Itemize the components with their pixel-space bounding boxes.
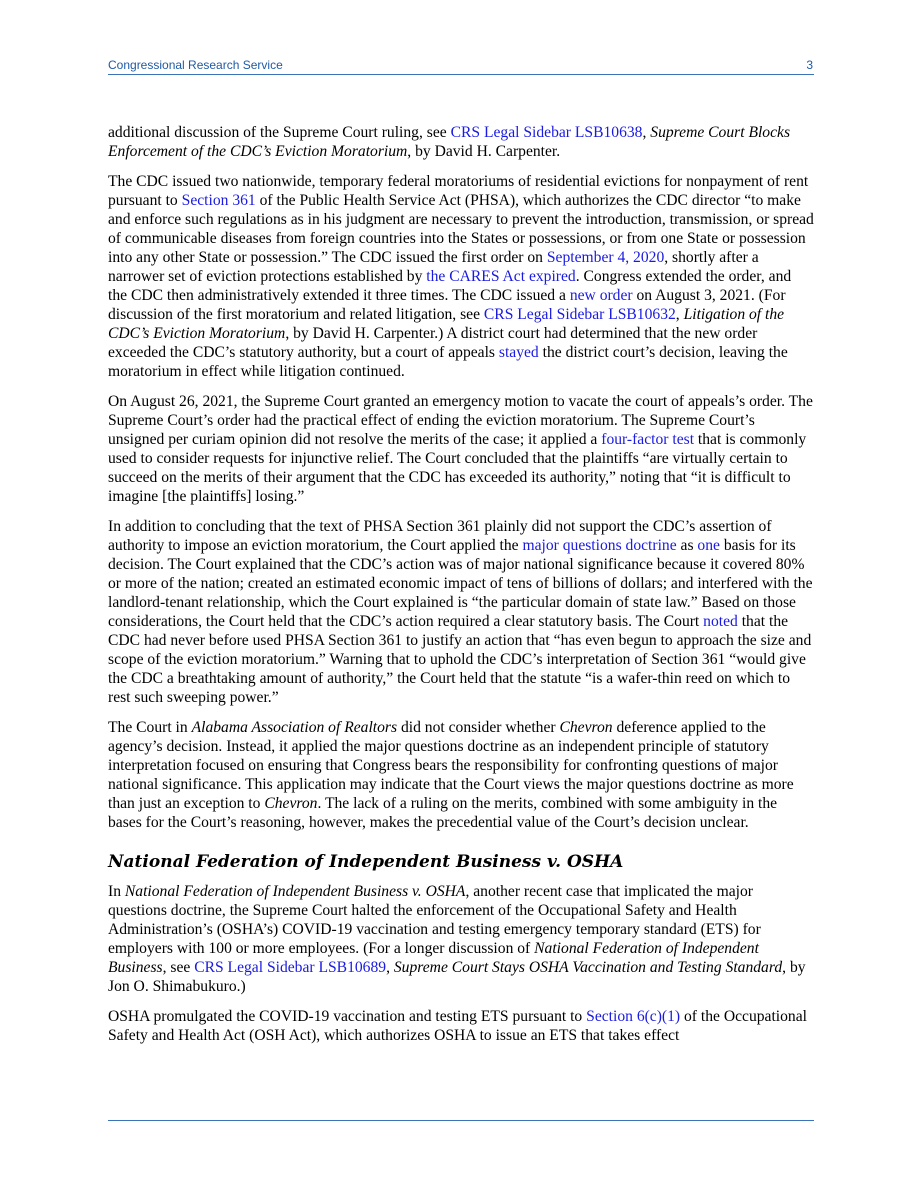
link-lsb10632[interactable]: CRS Legal Sidebar LSB10632: [483, 306, 676, 323]
link-noted[interactable]: noted: [703, 613, 738, 630]
page-header: [108, 58, 813, 74]
link-cares-act-expired[interactable]: the CARES Act expired: [426, 268, 576, 285]
link-section-361[interactable]: Section 361: [181, 192, 256, 209]
link-lsb10689[interactable]: CRS Legal Sidebar LSB10689: [194, 959, 387, 976]
sidebar-title: Supreme Court Blocks Enforcement of the CDC’s Eviction Moratorium: [108, 124, 791, 160]
paragraph-4: In addition to concluding that the text of PHSA Section 361 plainly did not support the CDC’s assertion of authority to impose an eviction moratorium, the Court applied the major questions doctrine as one basis for its decision. The Court explained that the CDC’s action was of major national significance because it covered 80% or more of the nation; created an estimated economic impact of tens of billions of dollars; and interfered with the landlord-tenant relationship, which the Court explained is “the particular domain of state law.” Based on those considerations, the Court held that the CDC’s action required a clear statutory basis. The Court noted that the CDC had never before used PHSA Section 361 to justify an action that “has even begun to approach the size and scope of the eviction moratorium.” Warning that to uphold the CDC’s interpretation of Section 361 “would give the CDC a breathtaking amount of authority,” the Court held that the statute “is a wafer-thin reed on which to rest such sweeping power.”: [108, 518, 813, 706]
paragraph-1: additional discussion of the Supreme Court ruling, see CRS Legal Sidebar LSB10638, Supreme Court Blocks Enforcement of the CDC’s Eviction Moratorium, by David H. Carpenter.: [108, 124, 791, 160]
link-section-6c1[interactable]: Section 6(c)(1): [586, 1008, 681, 1025]
sidebar-title: Supreme Court Stays OSHA Vaccination and Testing Standard: [393, 959, 783, 976]
paragraph-5: The Court in Alabama Association of Realtors did not consider whether Chevron deference applied to the agency’s decision. Instead, it applied the major questions doctrine as an independent principle of statutory interpretation focused on ensuring that Congress bears the responsibility for confronting questions of major national significance. This application may indicate that the Court views the major questions doctrine as more than just an exception to Chevron. The lack of a ruling on the merits, combined with some ambiguity in the bases for the Court’s reasoning, however, makes the precedential value of the Court’s decision unclear.: [108, 719, 794, 831]
case-name: National Federation of Independent Business: [108, 940, 759, 976]
document-body: [108, 123, 814, 1056]
link-stayed[interactable]: stayed: [498, 344, 539, 361]
section-heading: National Federation of Independent Business v. OSHA: [108, 852, 624, 872]
page-number: 3: [806, 58, 813, 72]
link-one[interactable]: one: [697, 537, 720, 554]
case-name: Chevron: [264, 795, 318, 812]
link-september-4-2020[interactable]: September 4, 2020: [546, 249, 665, 266]
link-major-questions-doctrine[interactable]: major questions doctrine: [522, 537, 677, 554]
footer-rule: [108, 1120, 814, 1121]
paragraph-6: In National Federation of Independent Business v. OSHA, another recent case that implicated the major questions doctrine, the Supreme Court halted the enforcement of the Occupational Safety and Health Administration’s (OSHA’s) COVID-19 vaccination and testing emergency temporary standard (ETS) for employers with 100 or more employees. (For a longer discussion of National Federation of Independent Business, see CRS Legal Sidebar LSB10689, Supreme Court Stays OSHA Vaccination and Testing Standard, by Jon O. Shimabukuro.): [108, 883, 806, 995]
link-lsb10638[interactable]: CRS Legal Sidebar LSB10638: [450, 124, 643, 141]
case-name: Alabama Association of Realtors: [191, 719, 398, 736]
header-rule: [108, 74, 814, 75]
case-name: Chevron: [559, 719, 613, 736]
paragraph-2: The CDC issued two nationwide, temporary federal moratoriums of residential evictions for nonpayment of rent pursuant to Section 361 of the Public Health Service Act (PHSA), which authorizes the CDC director “to make and enforce such regulations as in his judgment are necessary to prevent the introduction, transmission, or spread of communicable diseases from foreign countries into the States or possessions, or from one State or possession into any other State or possession.” The CDC issued the first order on September 4, 2020, shortly after a narrower set of eviction protections established by the CARES Act expired. Congress extended the order, and the CDC then administratively extended it three times. The CDC issued a new order on August 3, 2021. (For discussion of the first moratorium and related litigation, see CRS Legal Sidebar LSB10632, Litigation of the CDC’s Eviction Moratorium, by David H. Carpenter.) A district court had determined that the new order exceeded the CDC’s statutory authority, but a court of appeals stayed the district court’s decision, leaving the moratorium in effect while litigation continued.: [108, 173, 814, 380]
link-new-order[interactable]: new order: [569, 287, 633, 304]
sidebar-title: Litigation of the CDC’s Eviction Moratorium: [108, 306, 785, 342]
paragraph-3: On August 26, 2021, the Supreme Court granted an emergency motion to vacate the court of appeals’s order. The Supreme Court’s order had the practical effect of ending the eviction moratorium. The Supreme Court’s unsigned per curiam opinion did not resolve the merits of the case; it applied a four-factor test that is commonly used to consider requests for injunctive relief. The Court concluded that the plaintiffs “are virtually certain to succeed on the merits of their argument that the CDC has exceeded its authority,” noting that “it is difficult to imagine [the plaintiffs] losing.”: [108, 393, 813, 505]
case-name: National Federation of Independent Business v. OSHA: [124, 883, 466, 900]
header-org-name: Congressional Research Service: [108, 58, 283, 72]
paragraph-7: OSHA promulgated the COVID-19 vaccination and testing ETS pursuant to Section 6(c)(1) of the Occupational Safety and Health Act (OSH Act), which authorizes OSHA to issue an ETS that takes effect: [108, 1008, 807, 1044]
link-four-factor-test[interactable]: four-factor test: [601, 431, 695, 448]
